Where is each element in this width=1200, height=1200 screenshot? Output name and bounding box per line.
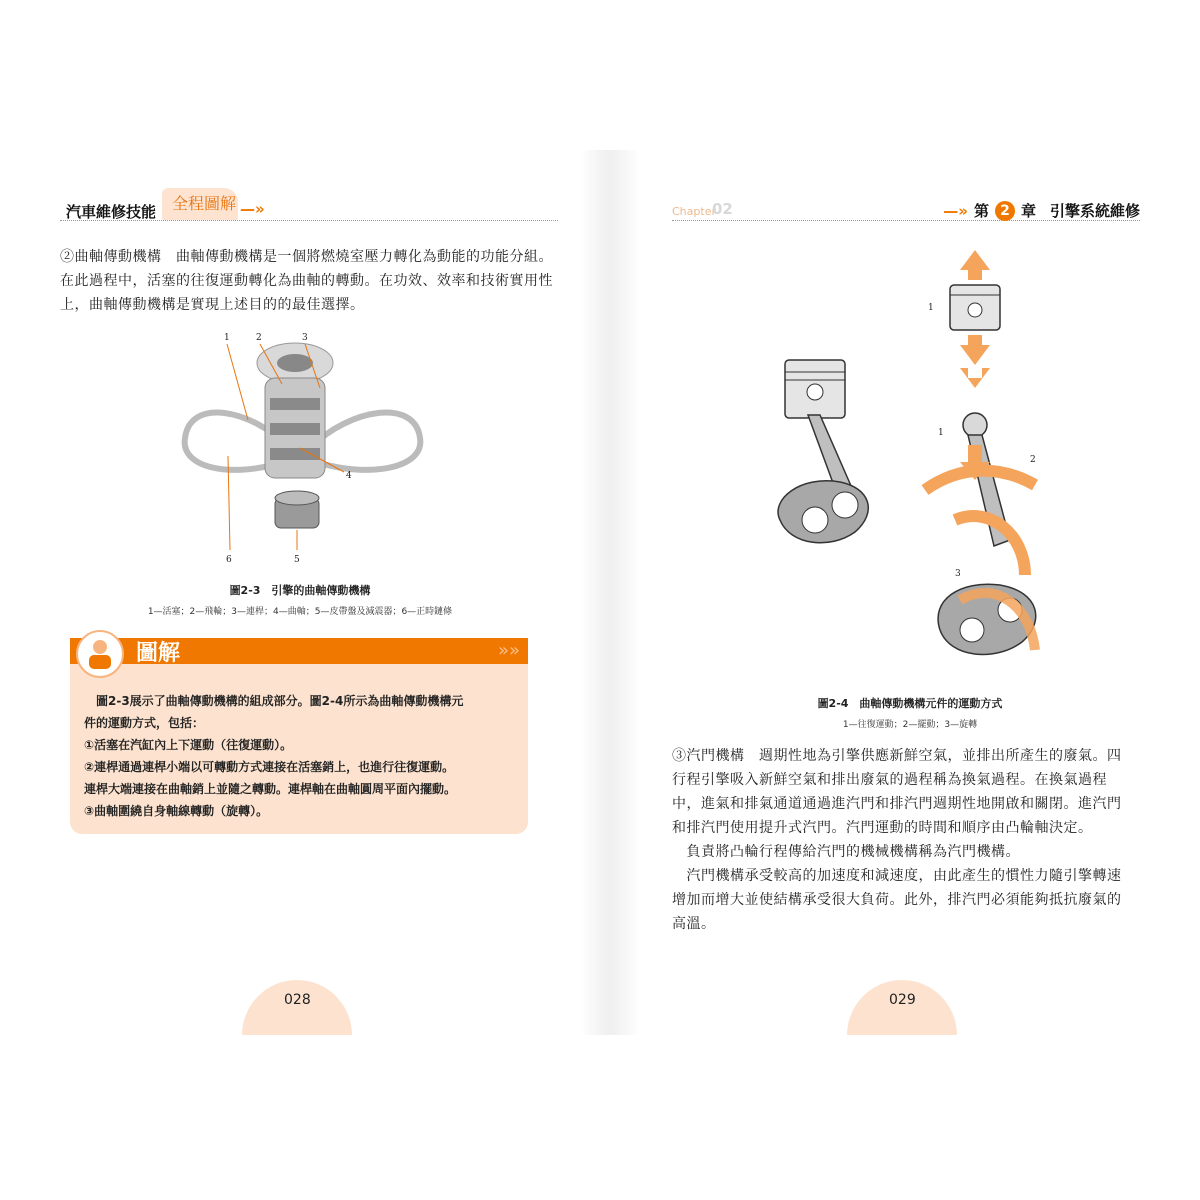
- figure-2-4-caption: 圖2-4 曲軸傳動機構元件的運動方式: [817, 697, 1003, 710]
- callout-text: [84, 690, 514, 822]
- valve-load-paragraph: 汽門機構承受較高的加速度和減速度，由此產生的慣性力隨引擎轉速增加而增大並使結構承受很大負荷。此外，排汽門必須能夠抵抗廢氣的高溫。: [672, 868, 1122, 932]
- callout-line: 件的運動方式，包括：: [84, 716, 205, 730]
- fig4-label-3: 3: [955, 569, 961, 579]
- callout-line: ②連桿通過連桿小端以可轉動方式連接在活塞銷上，也進行往復運動。: [84, 760, 455, 774]
- callout-line: ①活塞在汽缸內上下運動（往復運動）。: [84, 738, 293, 752]
- header-arrows-icon: —»: [943, 201, 968, 220]
- callout-title: 圖解: [136, 641, 181, 666]
- header-divider: [672, 220, 1140, 221]
- motion-types-figure: [760, 250, 1060, 670]
- full-illustration-badge: [162, 188, 238, 220]
- intro-paragraph: ②曲軸傳動機構 曲軸傳動機構是一個將燃燒室壓力轉化為動能的功能分組。在此過程中，活塞的往復運動轉化為曲軸的轉動。在功效、效率和技術實用性上，曲軸傳動機構是實現上述目的的最佳選擇。: [60, 249, 553, 313]
- right-page-content: [640, 150, 1170, 1035]
- valve-mechanism-paragraph: ③汽門機構 週期性地為引擎供應新鮮空氣，並排出所產生的廢氣。四行程引擎吸入新鮮空氣和排出廢氣的過程稱為換氣過程。在換氣過程中，進氣和排氣通道通過進汽門和排汽門週期性地開啟和關閉。進汽門和排汽門使用提升式汽門。汽門運動的時間和順序由凸輪軸決定。: [672, 748, 1122, 836]
- fig3-label-3: 3: [302, 333, 308, 343]
- page-number: 028: [284, 992, 311, 1008]
- callout-line: 連桿大端連接在曲軸銷上並隨之轉動。連桿軸在曲軸圓周平面內擺動。: [84, 782, 457, 796]
- fig3-label-4: 4: [346, 471, 352, 481]
- rotating-crank: [938, 516, 1036, 654]
- chapter-heading: [943, 200, 1140, 221]
- fig3-label-6: 6: [226, 555, 232, 565]
- fig3-label-1: 1: [224, 333, 230, 343]
- mechanic-avatar-icon: [76, 630, 124, 678]
- chapter-title: 引擎系統維修: [1049, 202, 1140, 220]
- chapter-suffix: 章: [1020, 202, 1036, 220]
- callout-line: ③曲軸圍繞自身軸線轉動（旋轉）。: [84, 804, 269, 818]
- fig4-label-1-top: 1: [928, 303, 934, 313]
- crankshaft-drive-figure: [170, 328, 430, 568]
- valve-mechanism-definition: 負責將凸輪行程傳給汽門的機械機構稱為汽門機構。: [672, 844, 1020, 860]
- fig3-label-5: 5: [294, 555, 300, 565]
- callout-line: 圖2-3展示了曲軸傳動機構的組成部分。圖2-4所示為曲軸傳動機構元: [84, 694, 464, 708]
- body-text: [672, 744, 1134, 936]
- left-page-content: [30, 150, 590, 1035]
- figure-2-3-caption: 圖2-3 引擎的曲軸傳動機構: [229, 584, 371, 597]
- chapter-word: Chapter: [672, 205, 716, 218]
- badge-label: 全程圖解: [172, 194, 237, 213]
- chevrons-icon: »»: [497, 640, 520, 661]
- chapter-prefix: 第: [973, 202, 989, 220]
- figure-2-3-legend: 1—活塞；2—飛輪；3—連桿；4—曲軸；5—皮帶盤及減震器；6—正時鏈條: [147, 607, 453, 617]
- header-arrows-icon: —»: [240, 200, 265, 218]
- header-divider: [60, 220, 558, 221]
- chapter-circle-badge: 2: [995, 201, 1015, 221]
- fig3-label-2: 2: [256, 333, 262, 343]
- fig4-label-1: 1: [938, 428, 944, 438]
- fig4-label-2: 2: [1030, 455, 1036, 465]
- page-number: 029: [889, 992, 916, 1008]
- piston-rod-assembly: [778, 360, 868, 543]
- book-title: 汽車維修技能: [66, 203, 157, 221]
- chapter-number-faded: 02: [712, 200, 733, 218]
- reciprocating-piston: [950, 250, 1000, 365]
- figure-2-4-legend: 1—往復運動；2—擺動；3—旋轉: [842, 720, 978, 730]
